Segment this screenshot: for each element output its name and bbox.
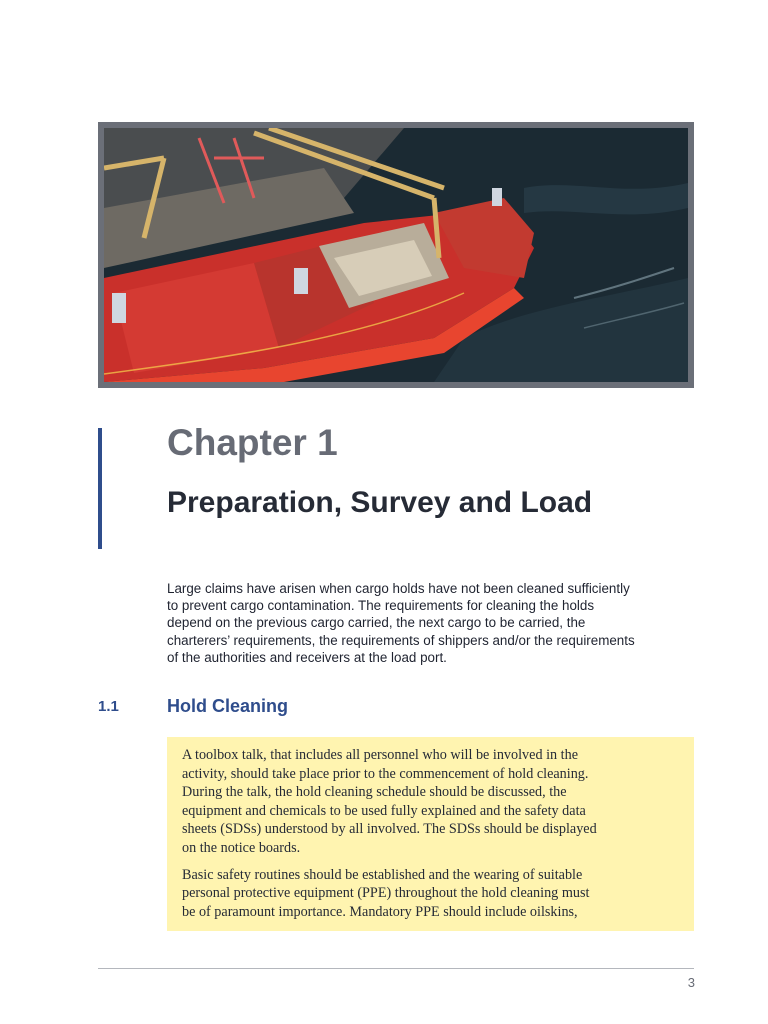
chapter-title: Preparation, Survey and Load: [167, 486, 593, 519]
footer-divider: [98, 968, 694, 969]
section-title: Hold Cleaning: [167, 696, 288, 716]
chapter-number: Chapter 1: [167, 422, 338, 463]
callout-line: be of paramount importance. Mandatory PPE should include oilskins,: [182, 903, 578, 920]
intro-line: charterers’ requirements, the requirements of shippers and/or the requirements: [167, 632, 635, 648]
callout-line: Basic safety routines should be established and the wearing of suitable: [182, 866, 583, 883]
intro-line: of the authorities and receivers at the load port.: [167, 649, 447, 665]
callout-paragraph: [182, 746, 680, 858]
section-number: 1.1: [98, 698, 119, 715]
chapter-accent-bar: [98, 428, 102, 549]
callout-line: activity, should take place prior to the commencement of hold cleaning.: [182, 765, 589, 782]
callout-line: personal protective equipment (PPE) throughout the hold cleaning must: [182, 885, 590, 902]
cargo-ship-loading-photo-icon: [104, 128, 688, 382]
callout-line: sheets (SDSs) understood by all involved. The SDSs should be displayed: [182, 821, 597, 838]
callout-paragraph: [182, 866, 680, 922]
intro-line: to prevent cargo contamination. The requirements for cleaning the holds: [167, 598, 595, 614]
callout-line: A toolbox talk, that includes all personnel who will be involved in the: [182, 747, 579, 763]
callout-line: on the notice boards.: [182, 839, 301, 856]
callout-box: [167, 737, 694, 931]
callout-line: During the talk, the hold cleaning schedule should be discussed, the: [182, 784, 567, 801]
page-number: 3: [687, 975, 695, 990]
intro-paragraph: [167, 580, 697, 666]
intro-line: depend on the previous cargo carried, the next cargo to be carried, the: [167, 615, 586, 631]
callout-line: equipment and chemicals to be used fully explained and the safety data: [182, 802, 586, 819]
hero-photo: [98, 122, 694, 388]
intro-line: Large claims have arisen when cargo holds have not been cleaned sufficiently: [167, 581, 630, 596]
